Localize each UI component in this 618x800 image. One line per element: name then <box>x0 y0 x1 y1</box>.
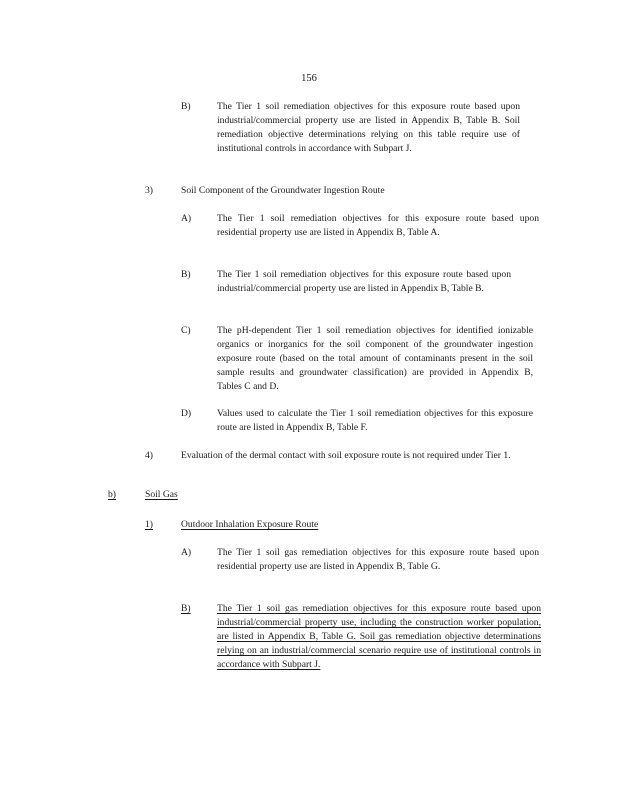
page-number: 156 <box>301 73 317 84</box>
item-marker-b: B) <box>181 101 191 112</box>
item-marker-d: D) <box>181 408 192 419</box>
item-marker-a: A) <box>181 213 192 224</box>
section-marker-b: b) <box>108 489 116 500</box>
section-marker-1: 1) <box>145 519 153 530</box>
item-marker-c: C) <box>181 325 191 336</box>
section-heading-groundwater-ingestion: Soil Component of the Groundwater Ingestion Route <box>181 185 385 196</box>
item-marker-b: B) <box>181 603 191 614</box>
paragraph-dermal-contact: Evaluation of the dermal contact with soil exposure route is not required under Tier 1. <box>181 450 511 461</box>
paragraph-industrial-soil-gas-objectives: The Tier 1 soil gas remediation objectives for this exposure route based upon industrial/commercial property use, including the construction worker population, are listed in Appendix B, Table G. Soil gas remediation objective determinations relying on an industrial/commercial scenario require use of institutional controls in accordance with Subpart J. <box>217 603 541 670</box>
section-heading-outdoor-inhalation: Outdoor Inhalation Exposure Route <box>181 519 319 530</box>
section-heading-soil-gas: Soil Gas <box>145 489 178 500</box>
item-marker-b: B) <box>181 269 191 280</box>
paragraph-residential-soil-objectives: The Tier 1 soil remediation objectives for this exposure route based upon residential property use are listed in Appendix B, Table A. <box>217 213 539 238</box>
paragraph-calculation-values: Values used to calculate the Tier 1 soil remediation objectives for this exposure route are listed in Appendix B, Table F. <box>217 408 533 433</box>
section-marker-4: 4) <box>145 450 153 461</box>
item-marker-a: A) <box>181 547 192 558</box>
paragraph-industrial-groundwater-objectives: The Tier 1 soil remediation objectives for this exposure route based upon industrial/commercial property use are listed in Appendix B, Table B. <box>217 269 511 294</box>
paragraph-residential-soil-gas-objectives: The Tier 1 soil gas remediation objectives for this exposure route based upon residential property use are listed in Appendix B, Table G. <box>217 547 539 572</box>
paragraph-industrial-soil-objectives: The Tier 1 soil remediation objectives for this exposure route based upon industrial/commercial property use are listed in Appendix B, Table B. Soil remediation objective determinations relying on this table require use of institutional controls in accordance with Subpart J. <box>217 101 520 154</box>
paragraph-ph-dependent-objectives: The pH-dependent Tier 1 soil remediation objectives for identified ionizable organics or inorganics for the soil component of the groundwater ingestion exposure route (based on the total amount of contaminants present in the soil sample results and groundwater classification) are provided in Appendix B, Tables C and D. <box>217 325 533 392</box>
section-marker-3: 3) <box>145 185 153 196</box>
